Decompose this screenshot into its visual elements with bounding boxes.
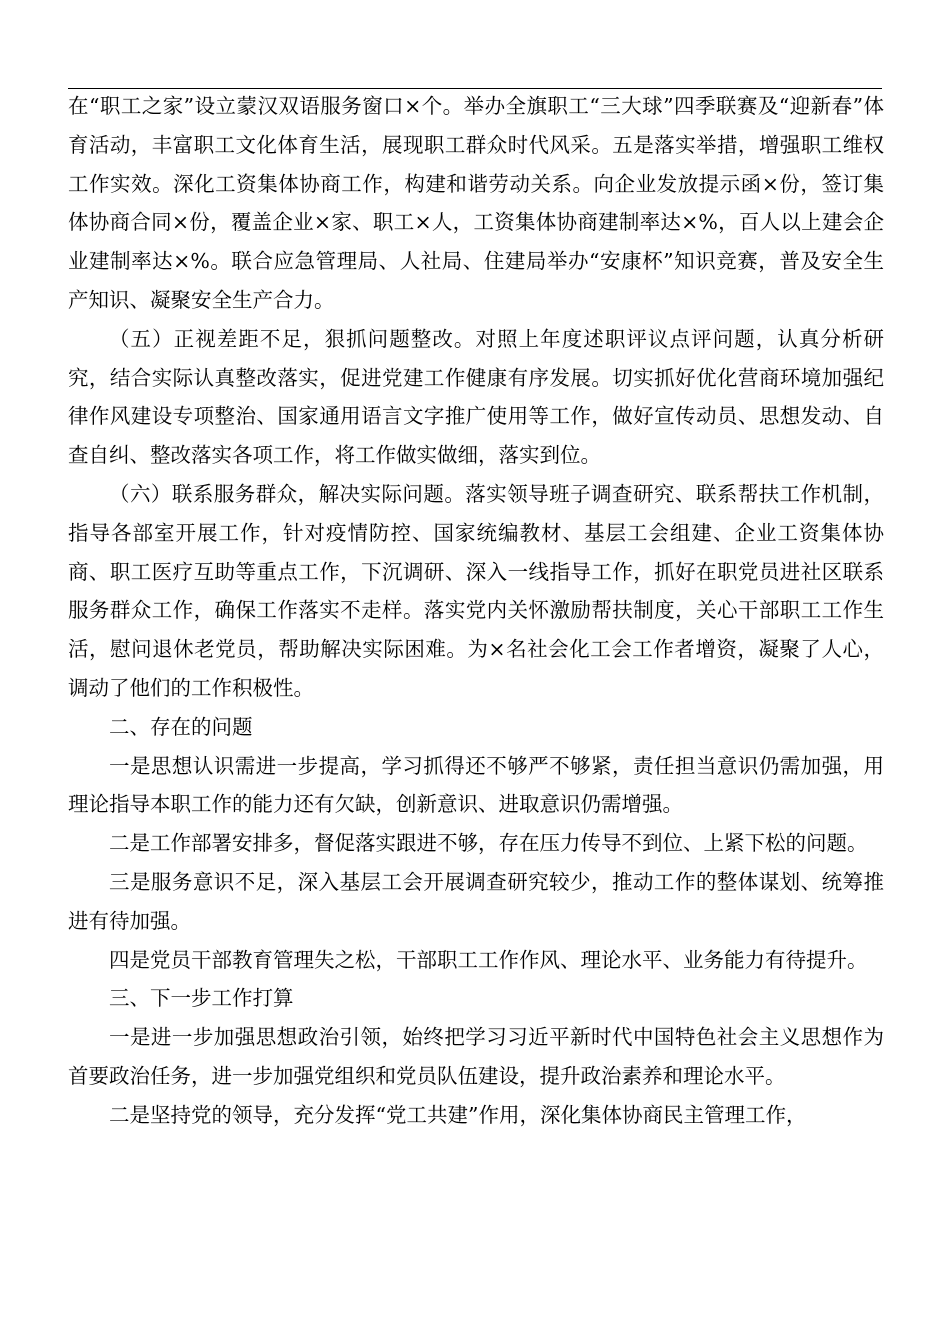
document-body (68, 87, 884, 1135)
paragraph-section-6: （六）联系服务群众，解决实际问题。落实领导班子调查研究、联系帮扶工作机制，指导各部室开展工作，针对疫情防控、国家统编教材、基层工会组建、企业工资集体协商、职工医疗互助等重点工作，下沉调研、深入一线指导工作，抓好在职党员进社区联系服务群众工作，确保工作落实不走样。落实党内关怀激励帮扶制度，关心干部职工工作生活，慰问退休老党员，帮助解决实际困难。为×名社会化工会工作者增资，凝聚了人心，调动了他们的工作积极性。 (68, 481, 884, 700)
problem-item-4: 四是党员干部教育管理失之松，干部职工工作作风、理论水平、业务能力有待提升。 (109, 947, 868, 972)
plan-item-2: 二是坚持党的领导，充分发挥“党工共建”作用，深化集体协商民主管理工作， (109, 1102, 807, 1127)
problem-item-3: 三是服务意识不足，深入基层工会开展调查研究较少，推动工作的整体谋划、统筹推进有待加强。 (68, 869, 884, 933)
problem-item-1: 一是思想认识需进一步提高，学习抓得还不够严不够紧，责任担当意识仍需加强，用理论指导本职工作的能力还有欠缺，创新意识、进取意识仍需增强。 (68, 753, 884, 817)
problem-item-2: 二是工作部署安排多，督促落实跟进不够，存在压力传导不到位、上紧下松的问题。 (109, 831, 868, 856)
paragraph-section-5: （五）正视差距不足，狠抓问题整改。对照上年度述职评议点评问题，认真分析研究，结合实际认真整改落实，促进党建工作健康有序发展。切实抓好优化营商环境加强纪律作风建设专项整治、国家通用语言文字推广使用等工作，做好宣传动员、思想发动、自查自纠、整改落实各项工作，将工作做实做细，落实到位。 (68, 326, 884, 468)
plan-item-1: 一是进一步加强思想政治引领，始终把学习习近平新时代中国特色社会主义思想作为首要政治任务，进一步加强党组织和党员队伍建设，提升政治素养和理论水平。 (68, 1025, 884, 1088)
heading-next-steps: 三、下一步工作打算 (109, 986, 294, 1011)
heading-existing-problems: 二、存在的问题 (109, 714, 253, 739)
paragraph-continued: 在“职工之家”设立蒙汉双语服务窗口×个。举办全旗职工“三大球”四季联赛及“迎新春”体育活动，丰富职工文化体育生活，展现职工群众时代风采。五是落实举措，增强职工维权工作实效。深化工资集体协商工作，构建和谐劳动关系。向企业发放提示函×份，签订集体协商合同×份，覆盖企业×家、职工×人，工资集体协商建制率达×%，百人以上建会企业建制率达×%。联合应急管理局、人社局、住建局举办“安康杯”知识竞赛，普及安全生产知识、凝聚安全生产合力。 (68, 94, 884, 312)
